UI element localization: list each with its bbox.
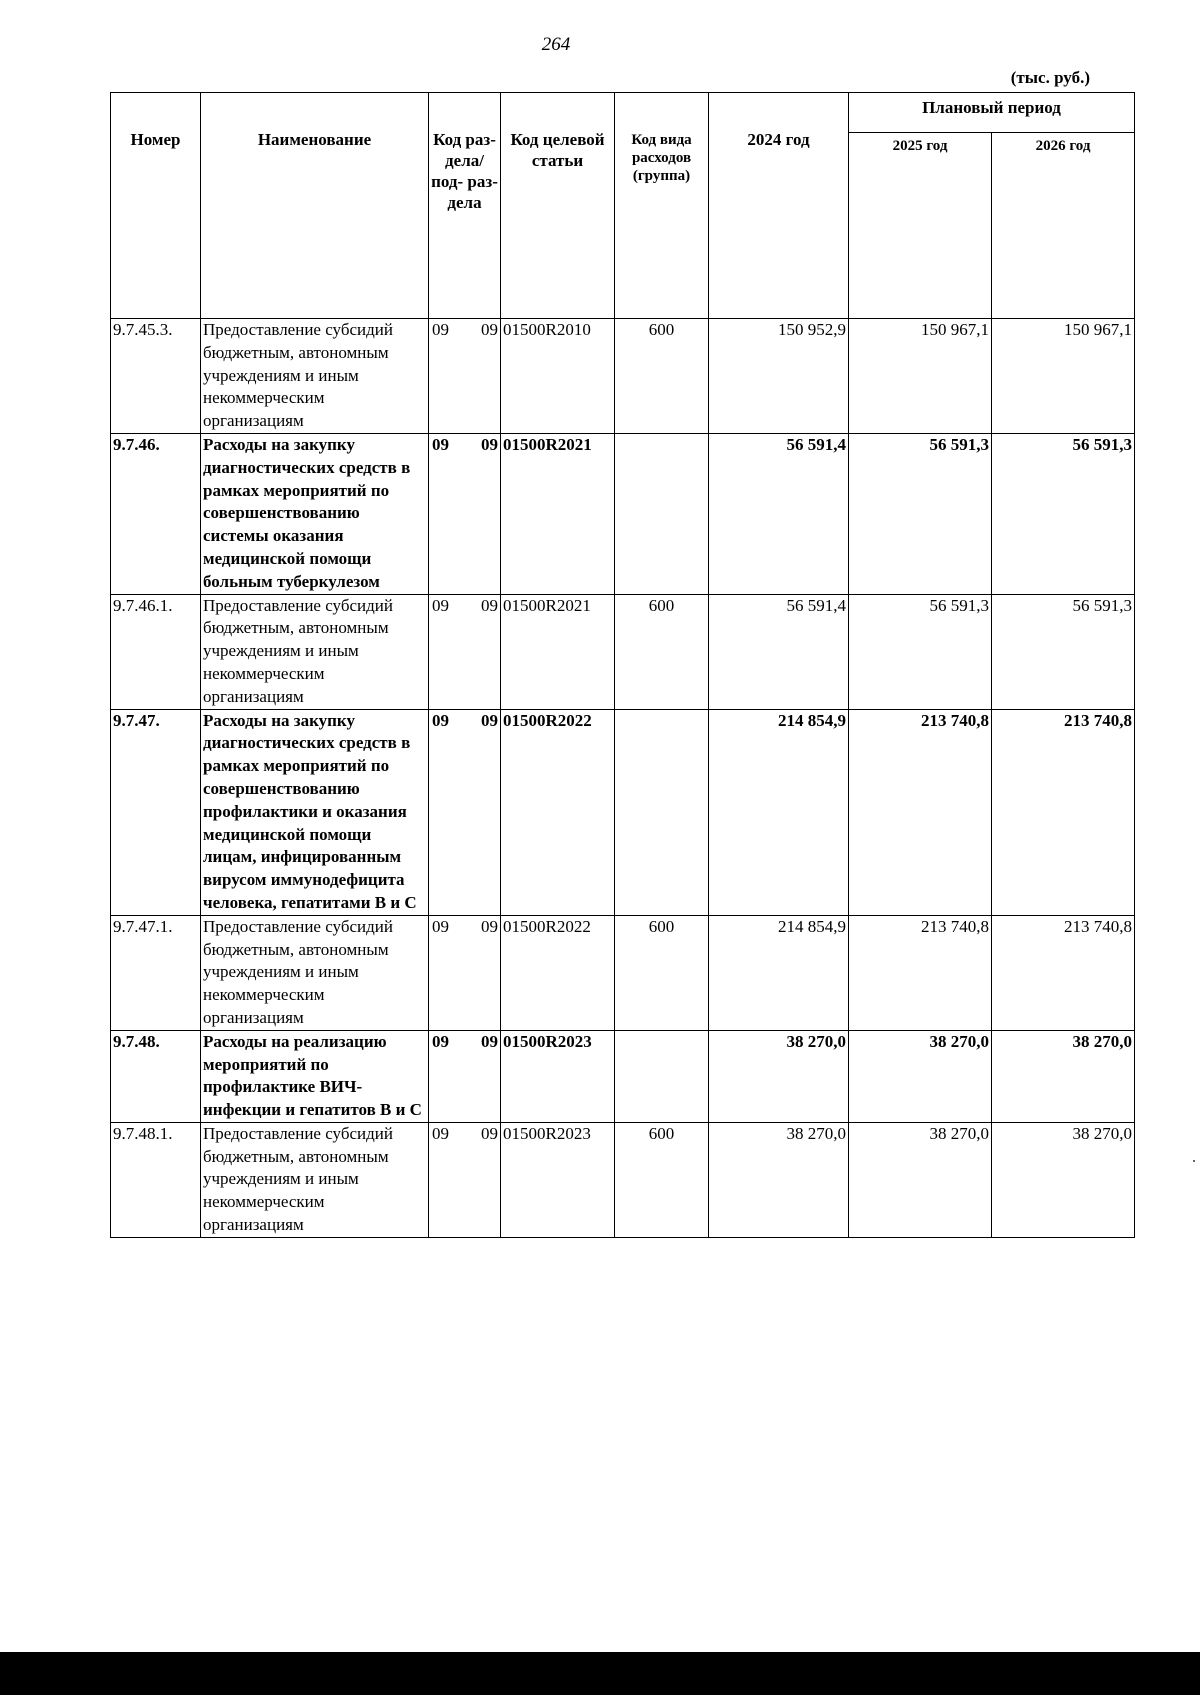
- row-value-2025: 56 591,3: [849, 433, 992, 594]
- header-naimenovanie: Наименование: [201, 93, 429, 319]
- row-vid-rashodov: [615, 709, 709, 915]
- row-vid-rashodov: [615, 1030, 709, 1122]
- header-planovy-period: Плановый период: [849, 93, 1135, 133]
- podrazdel-code: 09: [481, 320, 498, 339]
- row-name: Предоставление субсидий бюджетным, автономным учреждениям и иным некоммерческим организациям: [201, 594, 429, 709]
- page-number: 264: [541, 34, 571, 55]
- podrazdel-code: 09: [481, 1031, 498, 1051]
- row-razdel: [429, 1122, 501, 1237]
- row-value-2026: 213 740,8: [992, 709, 1135, 915]
- row-value-2024: 38 270,0: [709, 1122, 849, 1237]
- table-row: [111, 433, 1135, 594]
- row-value-2025: 213 740,8: [849, 709, 992, 915]
- razdel-code: 09: [432, 1123, 449, 1143]
- row-value-2026: 56 591,3: [992, 594, 1135, 709]
- row-number: 9.7.46.: [111, 433, 201, 594]
- row-value-2024: 150 952,9: [709, 319, 849, 434]
- row-razdel: [429, 709, 501, 915]
- header-year-2024: 2024 год: [709, 93, 849, 319]
- header-kod-razdela: Код раз- дела/ под- раз- дела: [429, 93, 501, 319]
- row-celevaya-statya: 01500R2023: [501, 1030, 615, 1122]
- header-kod-vida-rashodov: Код вида расходов (группа): [615, 93, 709, 319]
- header-year-2026: 2026 год: [992, 133, 1135, 319]
- scan-bottom-border: [0, 1652, 1200, 1695]
- table-row: [111, 594, 1135, 709]
- row-celevaya-statya: 01500R2021: [501, 433, 615, 594]
- row-celevaya-statya: 01500R2023: [501, 1122, 615, 1237]
- header-kod-celevoy-stati: Код целевой статьи: [501, 93, 615, 319]
- row-value-2024: 214 854,9: [709, 915, 849, 1030]
- podrazdel-code: 09: [481, 1123, 498, 1143]
- razdel-code: 09: [432, 916, 449, 936]
- row-value-2024: 56 591,4: [709, 433, 849, 594]
- razdel-code: 09: [432, 595, 449, 615]
- row-value-2026: 38 270,0: [992, 1030, 1135, 1122]
- row-celevaya-statya: 01500R2022: [501, 915, 615, 1030]
- table-row: [111, 1122, 1135, 1237]
- row-number: 9.7.46.1.: [111, 594, 201, 709]
- table-row: [111, 1030, 1135, 1122]
- row-value-2026: 213 740,8: [992, 915, 1135, 1030]
- row-vid-rashodov: [615, 433, 709, 594]
- row-number: 9.7.47.: [111, 709, 201, 915]
- row-value-2025: 213 740,8: [849, 915, 992, 1030]
- row-name: Расходы на реализацию мероприятий по профилактике ВИЧ-инфекции и гепатитов B и C: [201, 1030, 429, 1122]
- row-name: Расходы на закупку диагностических средств в рамках мероприятий по совершенствованию системы оказания медицинской помощи больным туберкулезом: [201, 433, 429, 594]
- podrazdel-code: 09: [481, 916, 498, 936]
- row-vid-rashodov: 600: [615, 1122, 709, 1237]
- row-celevaya-statya: 01500R2010: [501, 319, 615, 434]
- row-razdel: [429, 594, 501, 709]
- row-number: 9.7.48.1.: [111, 1122, 201, 1237]
- row-value-2025: 56 591,3: [849, 594, 992, 709]
- row-name: Предоставление субсидий бюджетным, автономным учреждениям и иным некоммерческим организациям: [201, 915, 429, 1030]
- razdel-code: 09: [432, 710, 449, 730]
- row-razdel: [429, 1030, 501, 1122]
- row-name: Предоставление субсидий бюджетным, автономным учреждениям и иным некоммерческим организациям: [201, 1122, 429, 1237]
- header-year-2025: 2025 год: [849, 133, 992, 319]
- podrazdel-code: 09: [481, 710, 498, 730]
- row-value-2024: 214 854,9: [709, 709, 849, 915]
- table-row: [111, 709, 1135, 915]
- row-value-2026: 150 967,1: [992, 319, 1135, 434]
- table-row: [111, 319, 1135, 434]
- podrazdel-code: 09: [481, 595, 498, 615]
- row-value-2024: 56 591,4: [709, 594, 849, 709]
- row-name: Предоставление субсидий бюджетным, автономным учреждениям и иным некоммерческим организациям: [201, 319, 429, 434]
- razdel-code: 09: [432, 434, 449, 454]
- row-value-2025: 38 270,0: [849, 1030, 992, 1122]
- razdel-code: 09: [432, 320, 449, 339]
- podrazdel-code: 09: [481, 434, 498, 454]
- row-razdel: [429, 915, 501, 1030]
- row-name: Расходы на закупку диагностических средств в рамках мероприятий по совершенствованию профилактики и оказания медицинской помощи лицам, инфицированным вирусом иммунодефицита человека, гепатитами B и C: [201, 709, 429, 915]
- row-value-2026: 38 270,0: [992, 1122, 1135, 1237]
- row-value-2025: 150 967,1: [849, 319, 992, 434]
- row-vid-rashodov: 600: [615, 915, 709, 1030]
- row-number: 9.7.48.: [111, 1030, 201, 1122]
- units-label: (тыс. руб.): [1010, 68, 1090, 87]
- row-vid-rashodov: 600: [615, 319, 709, 434]
- row-vid-rashodov: 600: [615, 594, 709, 709]
- header-nomer: Номер: [111, 93, 201, 319]
- row-celevaya-statya: 01500R2021: [501, 594, 615, 709]
- row-number: 9.7.47.1.: [111, 915, 201, 1030]
- row-number: 9.7.45.3.: [111, 319, 201, 434]
- scan-artifact: [1193, 1160, 1195, 1162]
- row-razdel: [429, 433, 501, 594]
- row-razdel: [429, 319, 501, 434]
- row-value-2024: 38 270,0: [709, 1030, 849, 1122]
- row-value-2025: 38 270,0: [849, 1122, 992, 1237]
- row-value-2026: 56 591,3: [992, 433, 1135, 594]
- table-row: [111, 915, 1135, 1030]
- budget-table: [110, 92, 1135, 1238]
- row-celevaya-statya: 01500R2022: [501, 709, 615, 915]
- razdel-code: 09: [432, 1031, 449, 1051]
